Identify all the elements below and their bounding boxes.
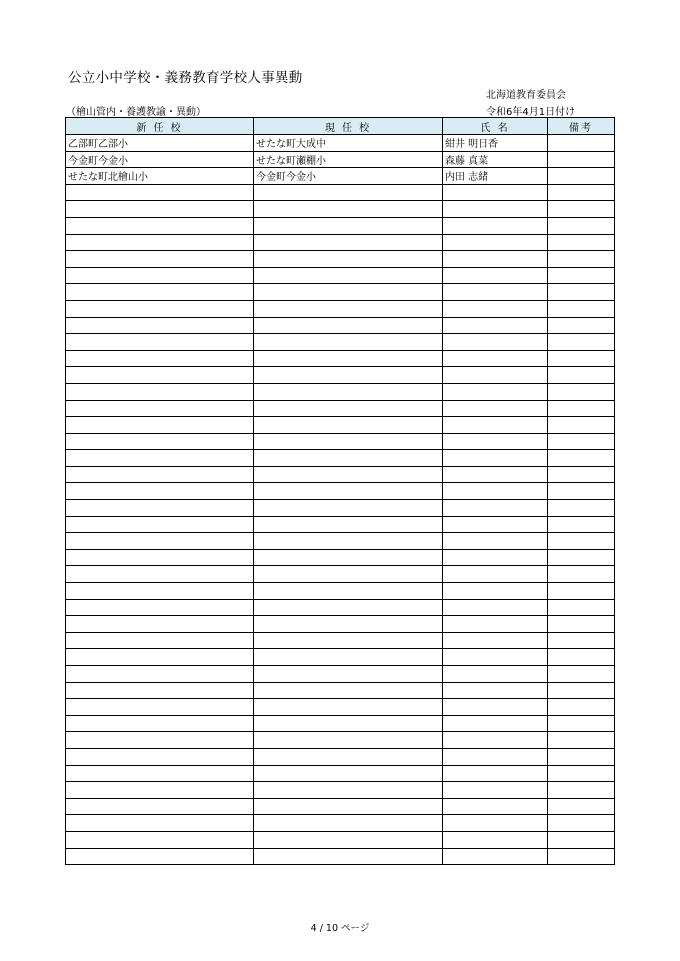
cell-current-school: せたな町瀬棚小	[254, 151, 443, 168]
empty-cell	[548, 234, 615, 251]
empty-cell	[548, 483, 615, 500]
header-new-school: 新 任 校	[66, 118, 254, 135]
empty-cell	[443, 682, 548, 699]
empty-cell	[548, 516, 615, 533]
empty-cell	[443, 566, 548, 583]
document-title: 公立小中学校・義務教育学校人事異動	[68, 70, 303, 86]
empty-cell	[548, 666, 615, 683]
empty-table-row	[66, 217, 615, 234]
empty-table-row	[66, 566, 615, 583]
empty-cell	[548, 500, 615, 517]
empty-cell	[548, 433, 615, 450]
empty-cell	[443, 765, 548, 782]
empty-table-row	[66, 649, 615, 666]
empty-cell	[443, 599, 548, 616]
empty-cell	[66, 616, 254, 633]
empty-cell	[443, 450, 548, 467]
empty-cell	[66, 549, 254, 566]
empty-cell	[254, 682, 443, 699]
empty-table-row	[66, 284, 615, 301]
empty-cell	[548, 715, 615, 732]
empty-table-row	[66, 583, 615, 600]
empty-cell	[66, 383, 254, 400]
empty-cell	[443, 699, 548, 716]
empty-cell	[548, 782, 615, 799]
empty-cell	[443, 815, 548, 832]
empty-cell	[548, 284, 615, 301]
cell-remarks	[548, 168, 615, 185]
empty-cell	[66, 831, 254, 848]
empty-cell	[254, 201, 443, 218]
table-header-row	[66, 118, 615, 135]
empty-cell	[548, 583, 615, 600]
empty-cell	[548, 848, 615, 865]
empty-cell	[443, 533, 548, 550]
empty-cell	[548, 383, 615, 400]
empty-cell	[443, 400, 548, 417]
empty-cell	[443, 251, 548, 268]
empty-cell	[443, 300, 548, 317]
empty-cell	[254, 533, 443, 550]
cell-new-school: 今金町今金小	[66, 151, 254, 168]
empty-cell	[254, 234, 443, 251]
empty-cell	[254, 798, 443, 815]
empty-cell	[254, 267, 443, 284]
empty-cell	[254, 815, 443, 832]
empty-table-row	[66, 815, 615, 832]
empty-table-row	[66, 616, 615, 633]
empty-cell	[254, 334, 443, 351]
empty-table-row	[66, 732, 615, 749]
empty-cell	[548, 632, 615, 649]
cell-remarks	[548, 135, 615, 152]
empty-cell	[254, 566, 443, 583]
empty-cell	[254, 450, 443, 467]
empty-table-row	[66, 699, 615, 716]
empty-table-row	[66, 666, 615, 683]
empty-table-row	[66, 549, 615, 566]
empty-cell	[443, 234, 548, 251]
empty-cell	[254, 632, 443, 649]
empty-cell	[443, 184, 548, 201]
empty-table-row	[66, 433, 615, 450]
empty-cell	[548, 466, 615, 483]
empty-cell	[66, 417, 254, 434]
empty-cell	[254, 715, 443, 732]
empty-table-row	[66, 848, 615, 865]
empty-table-row	[66, 831, 615, 848]
cell-current-school: せたな町大成中	[254, 135, 443, 152]
empty-cell	[254, 666, 443, 683]
empty-table-row	[66, 466, 615, 483]
empty-cell	[443, 267, 548, 284]
empty-cell	[66, 251, 254, 268]
empty-cell	[548, 831, 615, 848]
empty-table-row	[66, 748, 615, 765]
empty-cell	[66, 516, 254, 533]
empty-cell	[66, 450, 254, 467]
table-row	[66, 135, 615, 152]
empty-cell	[66, 300, 254, 317]
empty-table-row	[66, 234, 615, 251]
empty-cell	[548, 566, 615, 583]
empty-cell	[443, 417, 548, 434]
empty-table-row	[66, 300, 615, 317]
empty-cell	[548, 649, 615, 666]
empty-cell	[66, 184, 254, 201]
empty-cell	[66, 334, 254, 351]
empty-table-row	[66, 516, 615, 533]
empty-cell	[66, 782, 254, 799]
empty-cell	[254, 417, 443, 434]
cell-name: 森藤 真菜	[443, 151, 548, 168]
empty-cell	[254, 400, 443, 417]
empty-cell	[443, 583, 548, 600]
empty-cell	[66, 682, 254, 699]
empty-cell	[548, 350, 615, 367]
empty-cell	[66, 848, 254, 865]
empty-cell	[254, 500, 443, 517]
empty-cell	[66, 201, 254, 218]
empty-cell	[254, 848, 443, 865]
empty-cell	[548, 549, 615, 566]
empty-cell	[254, 251, 443, 268]
empty-table-row	[66, 682, 615, 699]
issuer: 北海道教育委員会	[486, 90, 566, 101]
empty-cell	[443, 383, 548, 400]
empty-cell	[66, 284, 254, 301]
empty-table-row	[66, 450, 615, 467]
table-row	[66, 151, 615, 168]
empty-cell	[66, 699, 254, 716]
empty-cell	[548, 616, 615, 633]
empty-cell	[443, 367, 548, 384]
empty-table-row	[66, 715, 615, 732]
empty-cell	[66, 765, 254, 782]
empty-table-row	[66, 367, 615, 384]
empty-cell	[443, 284, 548, 301]
cell-new-school: 乙部町乙部小	[66, 135, 254, 152]
empty-cell	[254, 616, 443, 633]
empty-cell	[66, 267, 254, 284]
empty-cell	[66, 533, 254, 550]
empty-cell	[443, 483, 548, 500]
empty-cell	[254, 516, 443, 533]
empty-cell	[443, 201, 548, 218]
empty-cell	[548, 699, 615, 716]
empty-cell	[66, 748, 254, 765]
empty-cell	[254, 284, 443, 301]
empty-cell	[66, 715, 254, 732]
empty-cell	[254, 583, 443, 600]
empty-cell	[254, 383, 443, 400]
empty-cell	[254, 649, 443, 666]
empty-cell	[443, 500, 548, 517]
empty-table-row	[66, 798, 615, 815]
empty-table-row	[66, 383, 615, 400]
empty-cell	[548, 450, 615, 467]
subtitle: （檜山管内・養護教諭・異動）	[66, 107, 206, 118]
empty-table-row	[66, 400, 615, 417]
header-remarks: 備考	[548, 118, 615, 135]
empty-cell	[254, 466, 443, 483]
empty-cell	[66, 566, 254, 583]
empty-cell	[66, 217, 254, 234]
empty-cell	[548, 300, 615, 317]
empty-table-row	[66, 267, 615, 284]
empty-cell	[66, 367, 254, 384]
empty-cell	[548, 400, 615, 417]
personnel-table	[65, 117, 615, 865]
empty-cell	[66, 732, 254, 749]
page-number: 4 / 10 ページ	[310, 923, 370, 934]
table-row	[66, 168, 615, 185]
empty-cell	[66, 583, 254, 600]
empty-table-row	[66, 317, 615, 334]
cell-name: 紺井 明日香	[443, 135, 548, 152]
empty-cell	[443, 334, 548, 351]
empty-cell	[66, 649, 254, 666]
empty-cell	[443, 782, 548, 799]
empty-cell	[548, 267, 615, 284]
empty-cell	[548, 798, 615, 815]
issue-date: 令和6年4月1日付け	[486, 107, 576, 118]
empty-cell	[443, 466, 548, 483]
empty-cell	[443, 798, 548, 815]
empty-cell	[443, 217, 548, 234]
empty-cell	[254, 699, 443, 716]
empty-cell	[548, 732, 615, 749]
empty-cell	[254, 732, 443, 749]
empty-cell	[254, 317, 443, 334]
empty-cell	[254, 549, 443, 566]
empty-cell	[548, 682, 615, 699]
empty-cell	[548, 533, 615, 550]
empty-cell	[443, 848, 548, 865]
empty-cell	[254, 599, 443, 616]
empty-cell	[254, 748, 443, 765]
empty-cell	[66, 599, 254, 616]
empty-cell	[548, 417, 615, 434]
empty-cell	[254, 367, 443, 384]
empty-table-row	[66, 533, 615, 550]
empty-cell	[254, 483, 443, 500]
empty-cell	[443, 649, 548, 666]
empty-table-row	[66, 483, 615, 500]
empty-cell	[66, 798, 254, 815]
empty-table-row	[66, 251, 615, 268]
empty-table-row	[66, 417, 615, 434]
empty-cell	[548, 217, 615, 234]
empty-cell	[443, 350, 548, 367]
empty-cell	[443, 616, 548, 633]
cell-name: 内田 志緒	[443, 168, 548, 185]
empty-cell	[443, 666, 548, 683]
empty-cell	[66, 466, 254, 483]
empty-table-row	[66, 632, 615, 649]
empty-cell	[254, 350, 443, 367]
empty-cell	[254, 217, 443, 234]
empty-cell	[66, 632, 254, 649]
empty-cell	[66, 234, 254, 251]
empty-cell	[66, 317, 254, 334]
empty-cell	[254, 765, 443, 782]
empty-cell	[443, 715, 548, 732]
empty-cell	[66, 400, 254, 417]
empty-cell	[66, 815, 254, 832]
cell-new-school: せたな町北檜山小	[66, 168, 254, 185]
empty-cell	[66, 666, 254, 683]
empty-cell	[254, 433, 443, 450]
empty-cell	[548, 251, 615, 268]
empty-cell	[254, 831, 443, 848]
empty-cell	[254, 300, 443, 317]
empty-table-row	[66, 765, 615, 782]
cell-current-school: 今金町今金小	[254, 168, 443, 185]
empty-cell	[548, 317, 615, 334]
empty-cell	[443, 317, 548, 334]
header-name: 氏 名	[443, 118, 548, 135]
empty-cell	[443, 549, 548, 566]
header-current-school: 現 任 校	[254, 118, 443, 135]
empty-cell	[548, 765, 615, 782]
empty-table-row	[66, 500, 615, 517]
empty-cell	[548, 184, 615, 201]
empty-cell	[548, 367, 615, 384]
empty-cell	[548, 334, 615, 351]
empty-cell	[443, 748, 548, 765]
cell-remarks	[548, 151, 615, 168]
empty-cell	[254, 782, 443, 799]
empty-cell	[254, 184, 443, 201]
empty-cell	[66, 433, 254, 450]
empty-cell	[548, 599, 615, 616]
empty-table-row	[66, 350, 615, 367]
empty-cell	[66, 500, 254, 517]
empty-cell	[548, 201, 615, 218]
empty-cell	[443, 516, 548, 533]
empty-cell	[66, 350, 254, 367]
empty-table-row	[66, 201, 615, 218]
empty-table-row	[66, 184, 615, 201]
empty-table-row	[66, 599, 615, 616]
empty-cell	[548, 748, 615, 765]
empty-cell	[443, 831, 548, 848]
empty-cell	[66, 483, 254, 500]
empty-table-row	[66, 782, 615, 799]
empty-table-row	[66, 334, 615, 351]
empty-cell	[443, 433, 548, 450]
empty-cell	[443, 732, 548, 749]
empty-cell	[548, 815, 615, 832]
empty-cell	[443, 632, 548, 649]
